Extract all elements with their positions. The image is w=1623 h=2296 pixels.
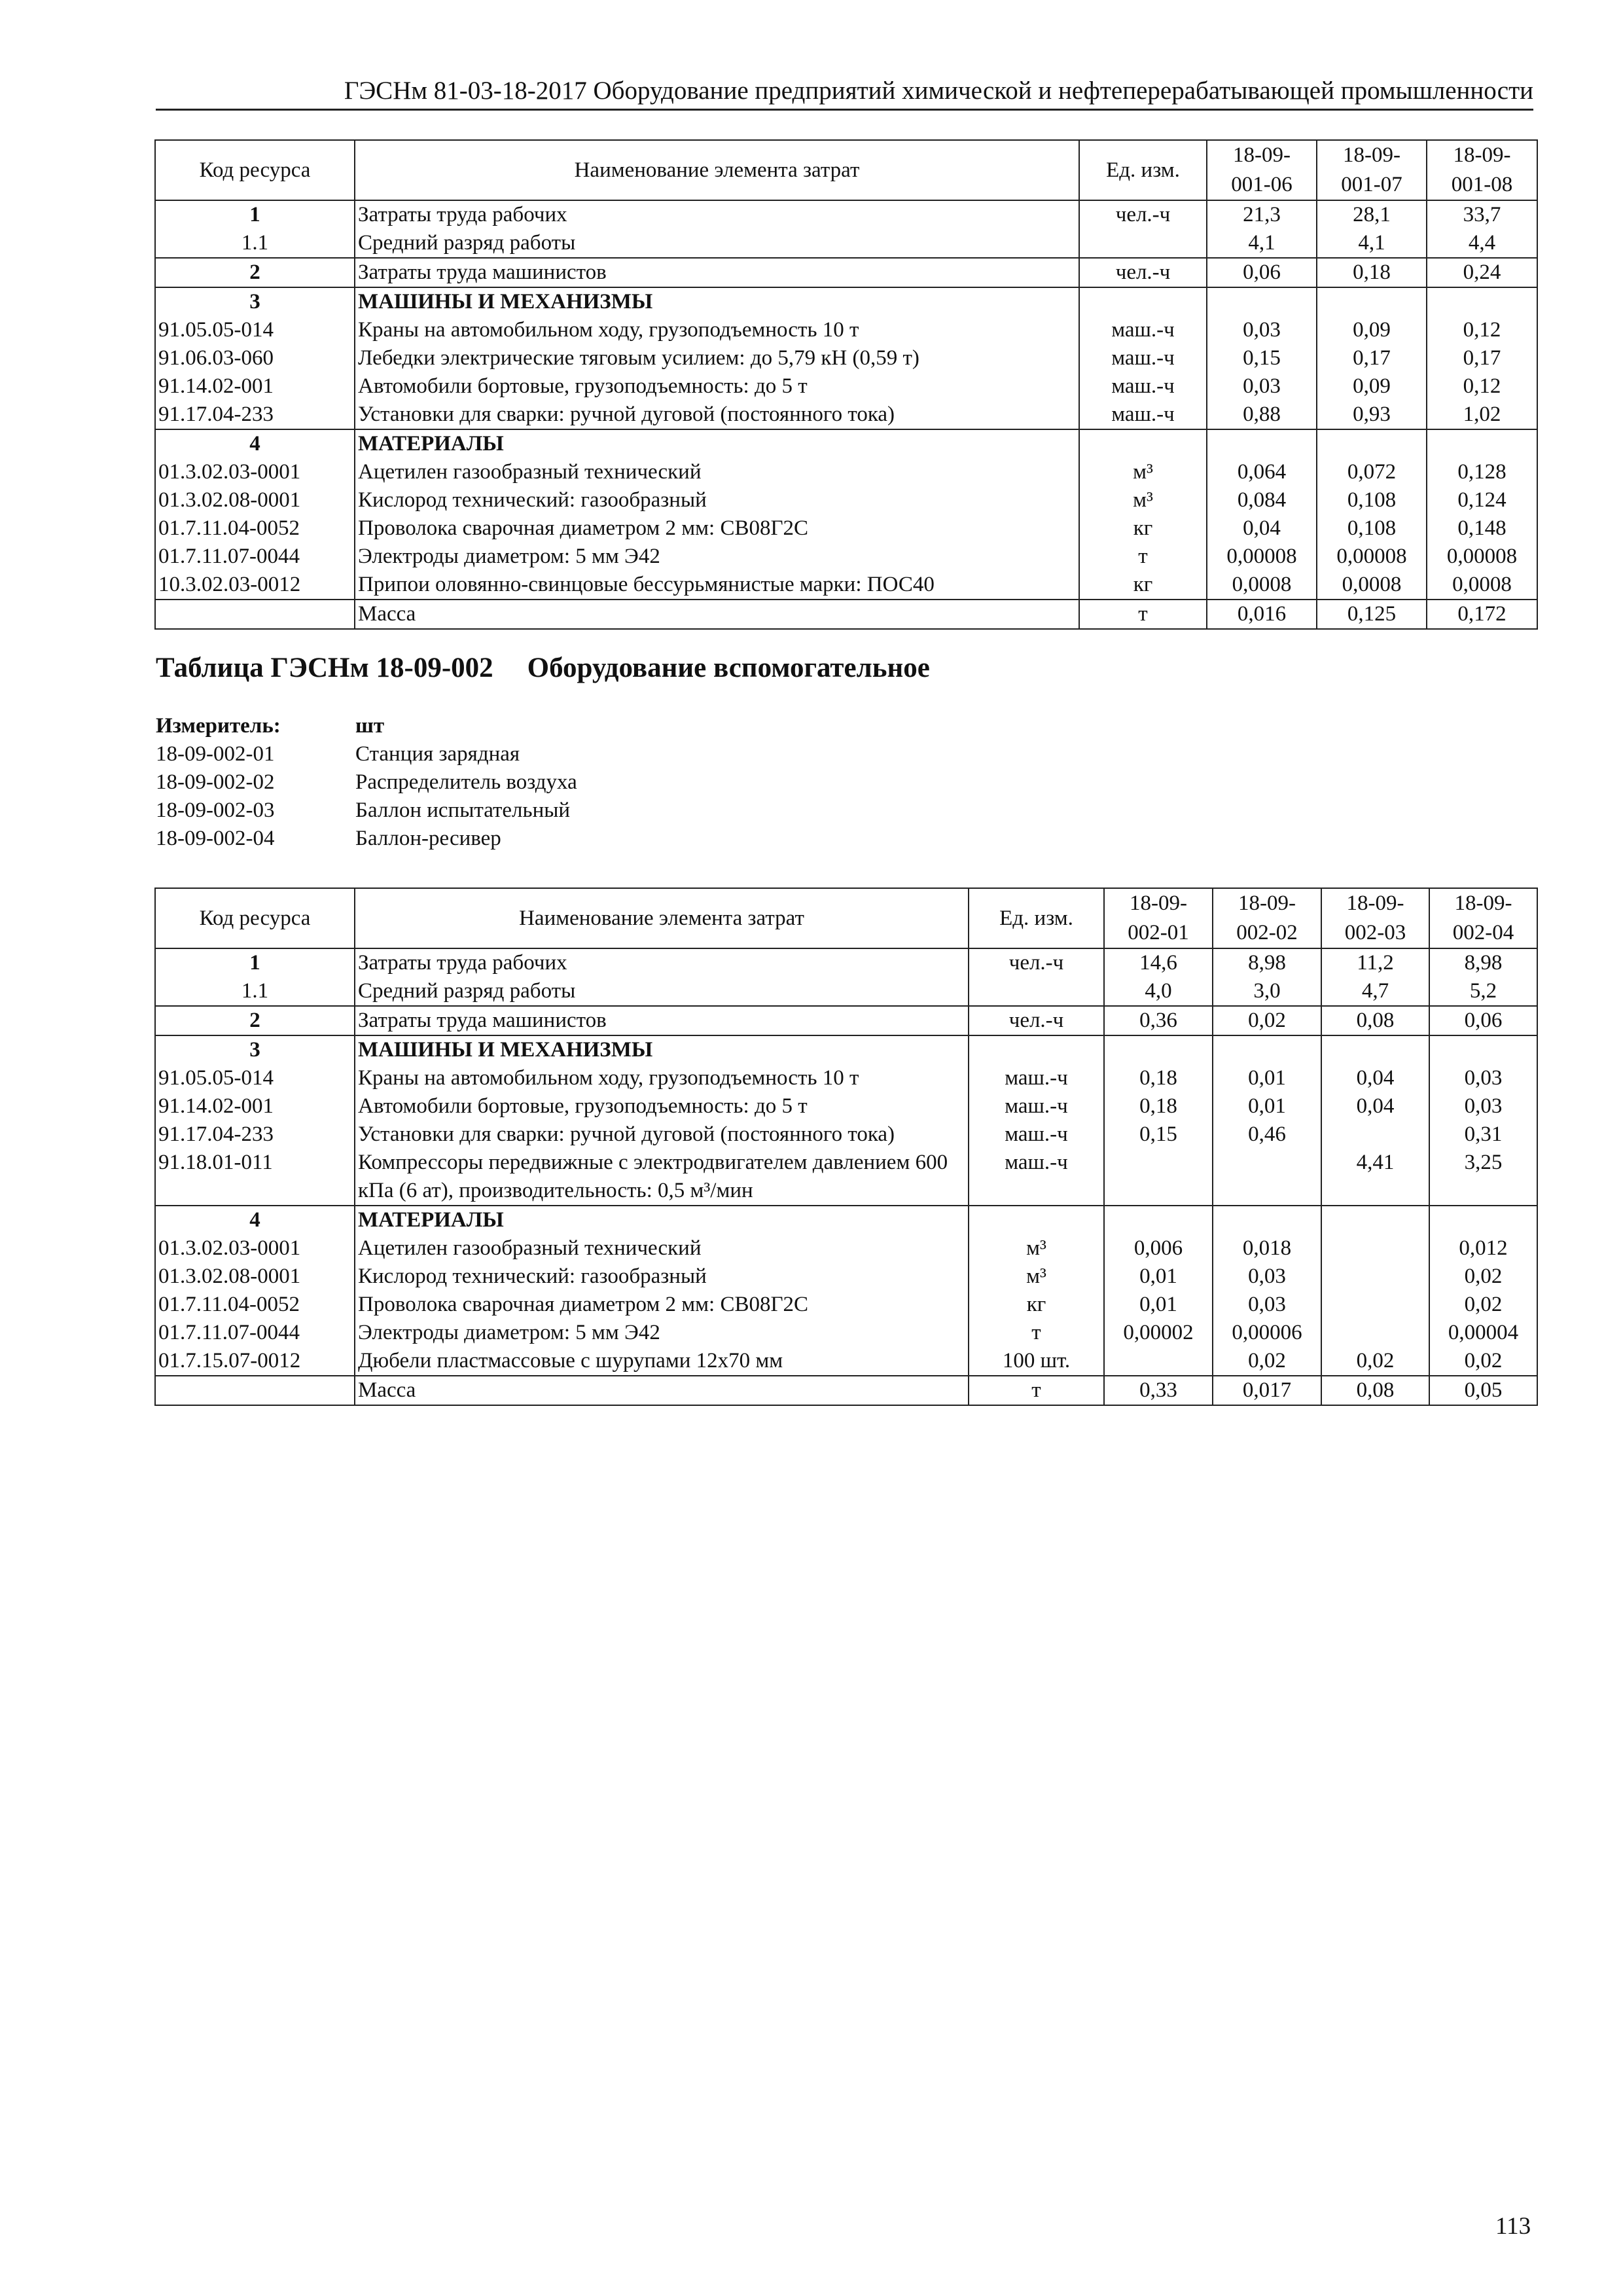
cell-name: Установки для сварки: ручной дуговой (постоянного тока) bbox=[355, 401, 1079, 429]
table-row bbox=[155, 1234, 1537, 1263]
table-row bbox=[155, 1319, 1537, 1347]
cell-unit: маш.-ч bbox=[1079, 372, 1207, 401]
cell-value bbox=[1429, 1206, 1537, 1234]
cell-unit bbox=[969, 1035, 1104, 1064]
cell-value: 0,06 bbox=[1207, 258, 1317, 287]
cell-value: 0,04 bbox=[1321, 1064, 1429, 1092]
cell-name: Автомобили бортовые, грузоподъемность: до 5 т bbox=[355, 372, 1079, 401]
meter-item-code: 18-09-002-01 bbox=[156, 742, 275, 766]
col-header-18-09-002-04 bbox=[1429, 888, 1537, 948]
meter-item-code: 18-09-002-04 bbox=[156, 827, 275, 850]
cell-value: 4,1 bbox=[1207, 229, 1317, 258]
cell-value: 0,125 bbox=[1317, 600, 1427, 629]
cell-code: 01.7.11.04-0052 bbox=[155, 514, 355, 543]
cell-unit: 100 шт. bbox=[969, 1347, 1104, 1376]
cell-code: 01.7.11.07-0044 bbox=[155, 1319, 355, 1347]
table-row bbox=[155, 401, 1537, 429]
cell-name: МАШИНЫ И МЕХАНИЗМЫ bbox=[355, 287, 1079, 316]
cell-value: 0,17 bbox=[1317, 344, 1427, 372]
cell-value: 0,04 bbox=[1207, 514, 1317, 543]
col-header-code: Код ресурса bbox=[155, 140, 355, 200]
cell-value: 0,172 bbox=[1427, 600, 1537, 629]
cell-unit: кг bbox=[1079, 571, 1207, 600]
col-header-unit: Ед. изм. bbox=[969, 888, 1104, 948]
cell-value: 0,15 bbox=[1207, 344, 1317, 372]
table-row bbox=[155, 486, 1537, 514]
meter-item-name: Станция зарядная bbox=[355, 742, 520, 766]
meter-label: Измеритель: bbox=[156, 714, 281, 738]
cell-code: 4 bbox=[155, 429, 355, 458]
cell-unit: кг bbox=[969, 1291, 1104, 1319]
cell-value bbox=[1427, 429, 1537, 458]
col-header-unit: Ед. изм. bbox=[1079, 140, 1207, 200]
cell-unit: чел.-ч bbox=[969, 1006, 1104, 1035]
cell-name: Краны на автомобильном ходу, грузоподъемность 10 т bbox=[355, 1064, 969, 1092]
table-row bbox=[155, 948, 1537, 977]
cell-unit bbox=[1079, 229, 1207, 258]
resource-table-18-09-002 bbox=[154, 888, 1538, 1406]
cell-value: 0,03 bbox=[1213, 1291, 1321, 1319]
cell-code: 1 bbox=[155, 200, 355, 229]
table-row bbox=[155, 287, 1537, 316]
cell-value bbox=[1207, 287, 1317, 316]
cell-value: 0,017 bbox=[1213, 1376, 1321, 1405]
cell-unit bbox=[1079, 429, 1207, 458]
cell-value bbox=[1321, 1319, 1429, 1347]
cell-code: 1.1 bbox=[155, 229, 355, 258]
cell-value: 4,1 bbox=[1317, 229, 1427, 258]
cell-value: 4,4 bbox=[1427, 229, 1537, 258]
cell-value: 21,3 bbox=[1207, 200, 1317, 229]
cell-value: 0,06 bbox=[1429, 1006, 1537, 1035]
cell-unit bbox=[969, 1206, 1104, 1234]
cell-unit: м³ bbox=[969, 1263, 1104, 1291]
col-header-line: 18-09- bbox=[1346, 891, 1404, 915]
cell-unit: чел.-ч bbox=[969, 948, 1104, 977]
cell-unit: маш.-ч bbox=[969, 1121, 1104, 1149]
cell-value: 0,00006 bbox=[1213, 1319, 1321, 1347]
cell-value: 4,7 bbox=[1321, 977, 1429, 1006]
cell-value: 0,04 bbox=[1321, 1092, 1429, 1121]
cell-value: 0,01 bbox=[1104, 1263, 1213, 1291]
cell-name: Средний разряд работы bbox=[355, 977, 969, 1006]
table-row bbox=[155, 372, 1537, 401]
table-name: Оборудование вспомогательное bbox=[527, 653, 930, 683]
cell-unit: м³ bbox=[1079, 486, 1207, 514]
cell-value: 0,08 bbox=[1321, 1376, 1429, 1405]
cell-name: Затраты труда машинистов bbox=[355, 258, 1079, 287]
table-row bbox=[155, 1035, 1537, 1064]
cell-name: Ацетилен газообразный технический bbox=[355, 458, 1079, 486]
cell-name: Масса bbox=[355, 600, 1079, 629]
cell-unit: чел.-ч bbox=[1079, 258, 1207, 287]
cell-value: 33,7 bbox=[1427, 200, 1537, 229]
cell-unit: маш.-ч bbox=[969, 1149, 1104, 1206]
cell-unit: чел.-ч bbox=[1079, 200, 1207, 229]
table-row bbox=[155, 344, 1537, 372]
cell-name: МАТЕРИАЛЫ bbox=[355, 429, 1079, 458]
table-row bbox=[155, 571, 1537, 600]
col-header-line: 18-09- bbox=[1238, 891, 1296, 915]
cell-value: 0,18 bbox=[1104, 1092, 1213, 1121]
col-header-line: 002-03 bbox=[1344, 921, 1406, 944]
cell-code: 01.3.02.03-0001 bbox=[155, 458, 355, 486]
cell-value bbox=[1104, 1347, 1213, 1376]
cell-value: 0,46 bbox=[1213, 1121, 1321, 1149]
cell-value: 0,12 bbox=[1427, 372, 1537, 401]
col-header-18-09-002-01 bbox=[1104, 888, 1213, 948]
meter-item-name: Баллон-ресивер bbox=[355, 827, 501, 850]
cell-value: 0,0008 bbox=[1317, 571, 1427, 600]
cell-value: 0,02 bbox=[1213, 1347, 1321, 1376]
table-title bbox=[156, 652, 930, 684]
col-header-18-09-002-02 bbox=[1213, 888, 1321, 948]
cell-name: Электроды диаметром: 5 мм Э42 bbox=[355, 1319, 969, 1347]
cell-value: 0,88 bbox=[1207, 401, 1317, 429]
cell-value: 0,01 bbox=[1104, 1291, 1213, 1319]
cell-value: 0,31 bbox=[1429, 1121, 1537, 1149]
cell-value: 0,00008 bbox=[1427, 543, 1537, 571]
cell-value: 4,0 bbox=[1104, 977, 1213, 1006]
page-number: 113 bbox=[1495, 2213, 1531, 2240]
resource-table-18-09-001 bbox=[154, 139, 1538, 630]
table-row bbox=[155, 200, 1537, 229]
cell-value bbox=[1321, 1291, 1429, 1319]
cell-value: 11,2 bbox=[1321, 948, 1429, 977]
cell-code: 01.3.02.03-0001 bbox=[155, 1234, 355, 1263]
cell-unit: кг bbox=[1079, 514, 1207, 543]
cell-name: Проволока сварочная диаметром 2 мм: СВ08Г2С bbox=[355, 514, 1079, 543]
cell-value: 0,03 bbox=[1429, 1064, 1537, 1092]
meter-item bbox=[156, 797, 577, 825]
meter-item bbox=[156, 740, 577, 768]
cell-value: 0,128 bbox=[1427, 458, 1537, 486]
cell-value: 0,108 bbox=[1317, 486, 1427, 514]
table-number: Таблица ГЭСНм 18-09-002 bbox=[156, 653, 493, 683]
cell-code: 10.3.02.03-0012 bbox=[155, 571, 355, 600]
cell-code: 91.17.04-233 bbox=[155, 401, 355, 429]
cell-value: 0,01 bbox=[1213, 1092, 1321, 1121]
cell-value: 0,03 bbox=[1207, 316, 1317, 344]
cell-unit: маш.-ч bbox=[1079, 401, 1207, 429]
cell-code: 2 bbox=[155, 258, 355, 287]
cell-name: Масса bbox=[355, 1376, 969, 1405]
cell-value: 0,00002 bbox=[1104, 1319, 1213, 1347]
cell-value bbox=[1213, 1149, 1321, 1206]
col-header-18-09-001-08 bbox=[1427, 140, 1537, 200]
cell-unit bbox=[969, 977, 1104, 1006]
table-row bbox=[155, 1121, 1537, 1149]
cell-value: 0,0008 bbox=[1207, 571, 1317, 600]
cell-code: 3 bbox=[155, 1035, 355, 1064]
table-row bbox=[155, 1149, 1537, 1206]
cell-value bbox=[1317, 429, 1427, 458]
cell-value: 8,98 bbox=[1429, 948, 1537, 977]
cell-value: 0,0008 bbox=[1427, 571, 1537, 600]
col-header-line: 002-02 bbox=[1236, 921, 1298, 944]
col-header-line: 002-04 bbox=[1452, 921, 1514, 944]
table-row bbox=[155, 229, 1537, 258]
cell-value bbox=[1104, 1035, 1213, 1064]
cell-code: 91.14.02-001 bbox=[155, 372, 355, 401]
cell-name: Затраты труда рабочих bbox=[355, 948, 969, 977]
cell-value bbox=[1213, 1035, 1321, 1064]
cell-value: 0,24 bbox=[1427, 258, 1537, 287]
cell-code: 1 bbox=[155, 948, 355, 977]
cell-unit: маш.-ч bbox=[969, 1064, 1104, 1092]
cell-name: Средний разряд работы bbox=[355, 229, 1079, 258]
cell-value: 0,33 bbox=[1104, 1376, 1213, 1405]
col-header-line: 18-09- bbox=[1343, 143, 1400, 167]
table-body bbox=[155, 948, 1537, 1405]
cell-code: 01.3.02.08-0001 bbox=[155, 1263, 355, 1291]
col-header-line: 18-09- bbox=[1454, 891, 1512, 915]
cell-name: Автомобили бортовые, грузоподъемность: до 5 т bbox=[355, 1092, 969, 1121]
table-row bbox=[155, 458, 1537, 486]
col-header-line: 001-07 bbox=[1341, 173, 1402, 196]
col-header-18-09-002-03 bbox=[1321, 888, 1429, 948]
cell-code: 91.05.05-014 bbox=[155, 316, 355, 344]
cell-name: Кислород технический: газообразный bbox=[355, 1263, 969, 1291]
cell-unit: маш.-ч bbox=[1079, 316, 1207, 344]
cell-code: 91.17.04-233 bbox=[155, 1121, 355, 1149]
col-header-line: 18-09- bbox=[1233, 143, 1291, 167]
cell-name: Лебедки электрические тяговым усилием: до 5,79 кН (0,59 т) bbox=[355, 344, 1079, 372]
cell-code: 01.7.15.07-0012 bbox=[155, 1347, 355, 1376]
cell-value: 0,02 bbox=[1429, 1347, 1537, 1376]
col-header-line: 001-08 bbox=[1451, 173, 1513, 196]
col-header-line: 001-06 bbox=[1231, 173, 1293, 196]
cell-code: 01.3.02.08-0001 bbox=[155, 486, 355, 514]
cell-value: 4,41 bbox=[1321, 1149, 1429, 1206]
cell-value: 0,03 bbox=[1213, 1263, 1321, 1291]
cell-name: Ацетилен газообразный технический bbox=[355, 1234, 969, 1263]
meter-item bbox=[156, 768, 577, 797]
meter-block bbox=[156, 712, 577, 853]
cell-unit: маш.-ч bbox=[1079, 344, 1207, 372]
cell-unit: м³ bbox=[1079, 458, 1207, 486]
cell-unit: т bbox=[1079, 543, 1207, 571]
cell-unit: м³ bbox=[969, 1234, 1104, 1263]
cell-value: 0,03 bbox=[1429, 1092, 1537, 1121]
cell-value bbox=[1321, 1263, 1429, 1291]
table-row bbox=[155, 514, 1537, 543]
cell-value: 0,05 bbox=[1429, 1376, 1537, 1405]
cell-name: МАТЕРИАЛЫ bbox=[355, 1206, 969, 1234]
meter-item bbox=[156, 825, 577, 853]
cell-code: 91.05.05-014 bbox=[155, 1064, 355, 1092]
cell-unit: т bbox=[969, 1319, 1104, 1347]
cell-value: 8,98 bbox=[1213, 948, 1321, 977]
cell-code bbox=[155, 1376, 355, 1405]
table-body bbox=[155, 200, 1537, 629]
cell-code: 01.7.11.04-0052 bbox=[155, 1291, 355, 1319]
cell-value: 5,2 bbox=[1429, 977, 1537, 1006]
cell-value: 0,00004 bbox=[1429, 1319, 1537, 1347]
cell-value: 0,02 bbox=[1429, 1263, 1537, 1291]
cell-value: 0,018 bbox=[1213, 1234, 1321, 1263]
table-row bbox=[155, 258, 1537, 287]
cell-value: 0,108 bbox=[1317, 514, 1427, 543]
cell-name: Затраты труда машинистов bbox=[355, 1006, 969, 1035]
cell-name: Электроды диаметром: 5 мм Э42 bbox=[355, 543, 1079, 571]
cell-value: 0,36 bbox=[1104, 1006, 1213, 1035]
table-row bbox=[155, 1263, 1537, 1291]
table-row bbox=[155, 543, 1537, 571]
cell-value: 0,12 bbox=[1427, 316, 1537, 344]
cell-name: Установки для сварки: ручной дуговой (постоянного тока) bbox=[355, 1121, 969, 1149]
total-row bbox=[155, 600, 1537, 629]
cell-value: 0,17 bbox=[1427, 344, 1537, 372]
meter-item-name: Распределитель воздуха bbox=[355, 770, 577, 794]
meter-item-code: 18-09-002-03 bbox=[156, 798, 275, 822]
col-header-name: Наименование элемента затрат bbox=[355, 140, 1079, 200]
cell-value: 0,18 bbox=[1104, 1064, 1213, 1092]
cell-value: 0,016 bbox=[1207, 600, 1317, 629]
cell-value: 1,02 bbox=[1427, 401, 1537, 429]
cell-value: 0,09 bbox=[1317, 316, 1427, 344]
cell-code: 91.18.01-011 bbox=[155, 1149, 355, 1206]
col-header-line: 18-09- bbox=[1130, 891, 1187, 915]
cell-code: 1.1 bbox=[155, 977, 355, 1006]
cell-unit: маш.-ч bbox=[969, 1092, 1104, 1121]
cell-value bbox=[1321, 1206, 1429, 1234]
meter-item-name: Баллон испытательный bbox=[355, 798, 571, 822]
total-row bbox=[155, 1376, 1537, 1405]
col-header-code: Код ресурса bbox=[155, 888, 355, 948]
table-row bbox=[155, 1006, 1537, 1035]
cell-value: 0,18 bbox=[1317, 258, 1427, 287]
cell-value: 0,02 bbox=[1213, 1006, 1321, 1035]
table-row bbox=[155, 1092, 1537, 1121]
cell-value: 0,084 bbox=[1207, 486, 1317, 514]
cell-value: 0,02 bbox=[1321, 1347, 1429, 1376]
cell-name: Припои оловянно-свинцовые бессурьмянистые марки: ПОС40 bbox=[355, 571, 1079, 600]
cell-code: 2 bbox=[155, 1006, 355, 1035]
cell-value: 14,6 bbox=[1104, 948, 1213, 977]
table-row bbox=[155, 977, 1537, 1006]
cell-value bbox=[1213, 1206, 1321, 1234]
cell-name: Кислород технический: газообразный bbox=[355, 486, 1079, 514]
cell-name: Проволока сварочная диаметром 2 мм: СВ08Г2С bbox=[355, 1291, 969, 1319]
cell-value bbox=[1427, 287, 1537, 316]
meter-unit: шт bbox=[355, 714, 385, 738]
cell-value: 0,08 bbox=[1321, 1006, 1429, 1035]
meter-row bbox=[156, 712, 577, 740]
cell-value bbox=[1104, 1149, 1213, 1206]
table-row bbox=[155, 1064, 1537, 1092]
cell-value: 0,93 bbox=[1317, 401, 1427, 429]
cell-name: Компрессоры передвижные с электродвигателем давлением 600 кПа (6 ат), производительность: 0,5 м³/мин bbox=[355, 1149, 969, 1206]
col-header-18-09-001-07 bbox=[1317, 140, 1427, 200]
cell-name: Краны на автомобильном ходу, грузоподъемность 10 т bbox=[355, 316, 1079, 344]
col-header-18-09-001-06 bbox=[1207, 140, 1317, 200]
col-header-line: 002-01 bbox=[1128, 921, 1189, 944]
cell-code bbox=[155, 600, 355, 629]
table-row bbox=[155, 1206, 1537, 1234]
cell-value: 0,00008 bbox=[1207, 543, 1317, 571]
cell-name: МАШИНЫ И МЕХАНИЗМЫ bbox=[355, 1035, 969, 1064]
cell-code: 01.7.11.07-0044 bbox=[155, 543, 355, 571]
cell-name: Дюбели пластмассовые с шурупами 12х70 мм bbox=[355, 1347, 969, 1376]
cell-unit: т bbox=[1079, 600, 1207, 629]
page-header: ГЭСНм 81-03-18-2017 Оборудование предприятий химической и нефтеперерабатывающей промышленности bbox=[156, 73, 1533, 111]
cell-value bbox=[1317, 287, 1427, 316]
cell-value: 0,02 bbox=[1429, 1291, 1537, 1319]
cell-value: 0,03 bbox=[1207, 372, 1317, 401]
cell-name: Затраты труда рабочих bbox=[355, 200, 1079, 229]
cell-value bbox=[1429, 1035, 1537, 1064]
cell-value: 0,012 bbox=[1429, 1234, 1537, 1263]
cell-value: 0,124 bbox=[1427, 486, 1537, 514]
col-header-line: 18-09- bbox=[1453, 143, 1511, 167]
cell-code: 4 bbox=[155, 1206, 355, 1234]
meter-item-code: 18-09-002-02 bbox=[156, 770, 275, 794]
cell-unit: т bbox=[969, 1376, 1104, 1405]
table-row bbox=[155, 316, 1537, 344]
cell-code: 3 bbox=[155, 287, 355, 316]
cell-value: 0,006 bbox=[1104, 1234, 1213, 1263]
cell-value: 0,01 bbox=[1213, 1064, 1321, 1092]
cell-code: 91.14.02-001 bbox=[155, 1092, 355, 1121]
cell-value: 0,072 bbox=[1317, 458, 1427, 486]
cell-value: 3,25 bbox=[1429, 1149, 1537, 1206]
cell-value: 3,0 bbox=[1213, 977, 1321, 1006]
cell-value: 0,00008 bbox=[1317, 543, 1427, 571]
table-row bbox=[155, 1347, 1537, 1376]
cell-value: 0,09 bbox=[1317, 372, 1427, 401]
cell-value bbox=[1207, 429, 1317, 458]
cell-code: 91.06.03-060 bbox=[155, 344, 355, 372]
cell-value bbox=[1321, 1234, 1429, 1263]
table-row bbox=[155, 429, 1537, 458]
cell-value: 0,064 bbox=[1207, 458, 1317, 486]
cell-value bbox=[1321, 1121, 1429, 1149]
table-row bbox=[155, 1291, 1537, 1319]
cell-value: 28,1 bbox=[1317, 200, 1427, 229]
col-header-name: Наименование элемента затрат bbox=[355, 888, 969, 948]
cell-value bbox=[1104, 1206, 1213, 1234]
cell-value bbox=[1321, 1035, 1429, 1064]
cell-value: 0,148 bbox=[1427, 514, 1537, 543]
cell-unit bbox=[1079, 287, 1207, 316]
cell-value: 0,15 bbox=[1104, 1121, 1213, 1149]
